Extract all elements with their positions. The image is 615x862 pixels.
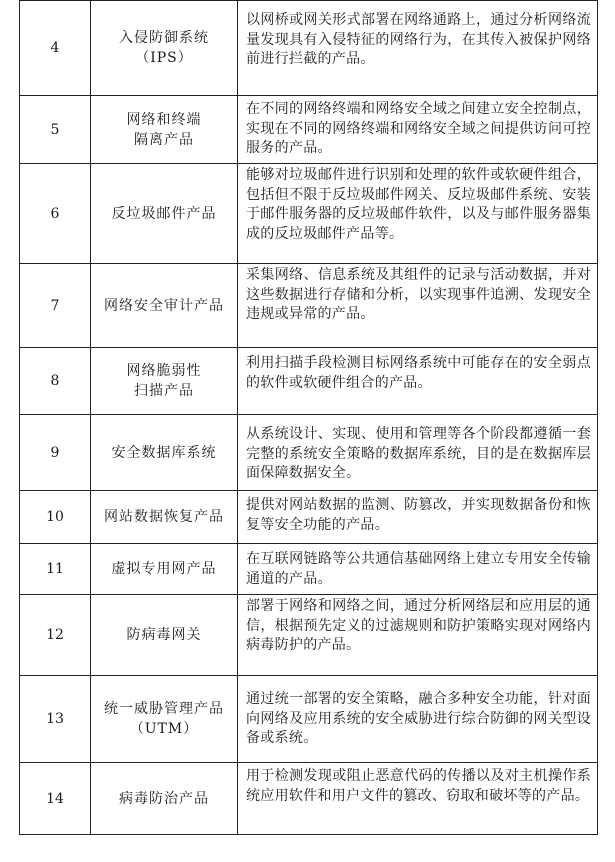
table-row [20, 491, 598, 544]
row-number: 8 [20, 348, 91, 415]
table-row [20, 676, 598, 763]
product-table [19, 0, 598, 835]
row-number: 10 [20, 491, 91, 544]
product-name: 安全数据库系统 [91, 415, 238, 491]
product-name: 入侵防御系统 （IPS） [91, 1, 238, 96]
table-row [20, 348, 598, 415]
product-description: 利用扫描手段检测目标网络系统中可能存在的安全弱点的软件或软硬件组合的产品。 [238, 348, 598, 415]
product-description: 通过统一部署的安全策略，融合多种安全功能，针对面向网络及应用系统的安全威胁进行综合防御的网关型设备或系统。 [238, 676, 598, 763]
row-number: 14 [20, 763, 91, 835]
table-row [20, 415, 598, 491]
product-name: 网络脆弱性 扫描产品 [91, 348, 238, 415]
table-row [20, 1, 598, 96]
product-description: 以网桥或网关形式部署在网络通路上，通过分析网络流量发现具有入侵特征的网络行为，在其传入被保护网络前进行拦截的产品。 [238, 1, 598, 96]
row-number: 9 [20, 415, 91, 491]
product-name: 虚拟专用网产品 [91, 544, 238, 595]
row-number: 11 [20, 544, 91, 595]
product-name: 防病毒网关 [91, 595, 238, 676]
row-number: 6 [20, 164, 91, 264]
table-row [20, 595, 598, 676]
product-name: 反垃圾邮件产品 [91, 164, 238, 264]
row-number: 7 [20, 264, 91, 348]
product-description: 能够对垃圾邮件进行识别和处理的软件或软硬件组合，包括但不限于反垃圾邮件网关、反垃圾邮件系统、安装于邮件服务器的反垃圾邮件软件，以及与邮件服务器集成的反垃圾邮件产品等。 [238, 164, 598, 264]
product-description: 在互联网链路等公共通信基础网络上建立专用安全传输通道的产品。 [238, 544, 598, 595]
product-name: 网络安全审计产品 [91, 264, 238, 348]
row-number: 5 [20, 96, 91, 164]
row-number: 12 [20, 595, 91, 676]
table-row [20, 763, 598, 835]
product-name: 网站数据恢复产品 [91, 491, 238, 544]
product-description: 提供对网站数据的监测、防篡改，并实现数据备份和恢复等安全功能的产品。 [238, 491, 598, 544]
table-row [20, 164, 598, 264]
product-description: 部署于网络和网络之间，通过分析网络层和应用层的通信，根据预先定义的过滤规则和防护策略实现对网络内病毒防护的产品。 [238, 595, 598, 676]
product-description: 采集网络、信息系统及其组件的记录与活动数据，并对这些数据进行存储和分析，以实现事件追溯、发现安全违规或异常的产品。 [238, 264, 598, 348]
row-number: 4 [20, 1, 91, 96]
product-description: 用于检测发现或阻止恶意代码的传播以及对主机操作系统应用软件和用户文件的篡改、窃取和破坏等的产品。 [238, 763, 598, 835]
table-row [20, 264, 598, 348]
table-row [20, 96, 598, 164]
row-number: 13 [20, 676, 91, 763]
product-description: 从系统设计、实现、使用和管理等各个阶段都遵循一套完整的系统安全策略的数据库系统，目的是在数据库层面保障数据安全。 [238, 415, 598, 491]
product-name: 网络和终端 隔离产品 [91, 96, 238, 164]
product-name: 统一威胁管理产品 （UTM） [91, 676, 238, 763]
table-row [20, 544, 598, 595]
table-body [20, 1, 598, 835]
product-name: 病毒防治产品 [91, 763, 238, 835]
product-description: 在不同的网络终端和网络安全域之间建立安全控制点，实现在不同的网络终端和网络安全域之间提供访问可控服务的产品。 [238, 96, 598, 164]
